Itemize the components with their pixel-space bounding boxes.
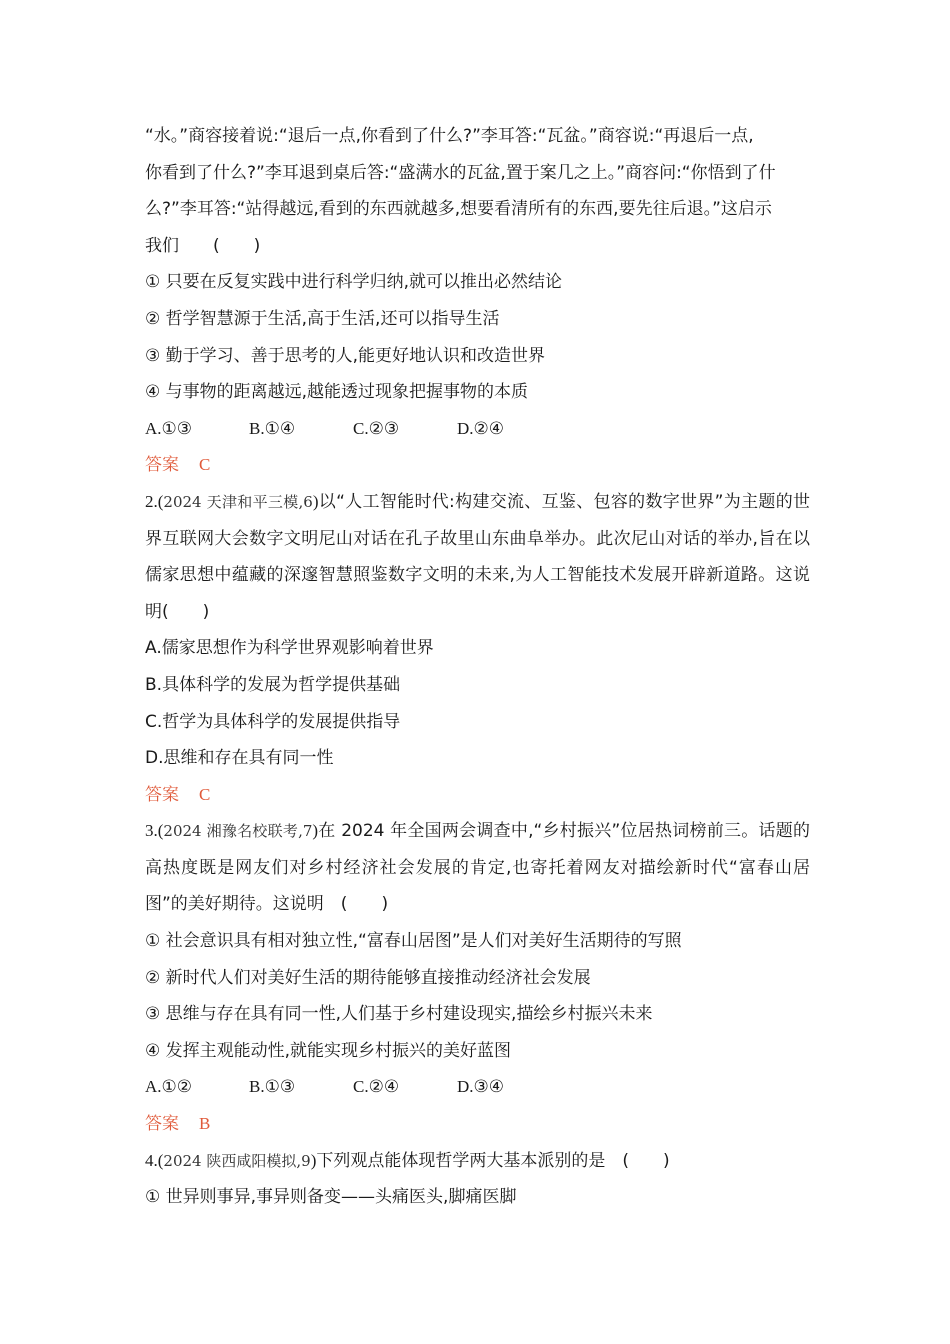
q2-number: 2.( xyxy=(145,491,164,511)
q4-source: 2024 陕西咸阳模拟,9 xyxy=(163,1151,311,1170)
q3-option-a: A.①② xyxy=(145,1077,193,1097)
q1-item: ③ 勤于学习、善于思考的人,能更好地认识和改造世界 xyxy=(145,345,546,366)
q2-answer xyxy=(145,777,810,814)
q1-item: ① 只要在反复实践中进行科学归纳,就可以推出必然结论 xyxy=(145,272,563,293)
q1-stem-line: 我们 ( ) xyxy=(145,235,261,256)
q1-stem-line: “水。”商容接着说:“退后一点,你看到了什么?”李耳答:“瓦盆。”商容说:“再退后一点, xyxy=(145,126,754,146)
answer-label: 答案 xyxy=(145,1114,179,1135)
question-3 xyxy=(145,813,810,1142)
q3-stem xyxy=(145,813,810,923)
q2-source-close: ) xyxy=(312,491,319,511)
q2-stem-text: 以“人工智能时代:构建交流、互鉴、包容的数字世界”为主题的世界互联网大会数字文明尼山对话在孔子故里山东曲阜举办。此次尼山对话的举办,旨在以儒家思想中蕴藏的深邃智慧照鉴数字文明的未来,为人工智能技术发展开辟新道路。这说明( ) xyxy=(145,491,811,622)
answer-value: C xyxy=(199,784,211,804)
q1-stem-line: 你看到了什么?”李耳退到桌后答:“盛满水的瓦盆,置于案几之上。”商容问:“你悟到了什 xyxy=(145,162,776,183)
answer-label: 答案 xyxy=(145,455,179,476)
q2-option-b: B.具体科学的发展为哲学提供基础 xyxy=(145,674,401,695)
answer-value: B xyxy=(199,1114,211,1134)
q1-answer xyxy=(145,447,810,484)
q4-item: ① 世异则事异,事异则备变——头痛医头,脚痛医脚 xyxy=(145,1187,517,1208)
q2-option-d: D.思维和存在具有同一性 xyxy=(145,748,334,769)
q3-item: ③ 思维与存在具有同一性,人们基于乡村建设现实,描绘乡村振兴未来 xyxy=(145,1004,653,1025)
answer-label: 答案 xyxy=(145,784,179,805)
q3-item: ① 社会意识具有相对独立性,“富春山居图”是人们对美好生活期待的写照 xyxy=(145,931,682,952)
q2-stem xyxy=(145,484,810,630)
q2-option-c: C.哲学为具体科学的发展提供指导 xyxy=(145,711,401,732)
q3-number: 3.( xyxy=(145,821,164,841)
q4-source-close: ) xyxy=(310,1150,317,1170)
q1-option-b: B.①④ xyxy=(249,418,296,438)
question-2 xyxy=(145,484,810,813)
q3-item: ② 新时代人们对美好生活的期待能够直接推动经济社会发展 xyxy=(145,967,591,988)
page-content xyxy=(145,118,810,1216)
answer-value: C xyxy=(199,455,211,475)
q3-source: 2024 湘豫名校联考,7 xyxy=(163,822,313,841)
q4-number: 4.( xyxy=(145,1150,164,1170)
q3-item: ④ 发挥主观能动性,就能实现乡村振兴的美好蓝图 xyxy=(145,1040,512,1061)
q2-option-a: A.儒家思想作为科学世界观影响着世界 xyxy=(145,638,434,659)
question-4 xyxy=(145,1143,810,1216)
q4-stem-text: 下列观点能体现哲学两大基本派别的是 ( ) xyxy=(316,1150,670,1171)
q3-answer xyxy=(145,1106,810,1143)
q1-options xyxy=(145,411,810,448)
q3-option-c: C.②④ xyxy=(353,1077,400,1097)
q1-option-d: D.②④ xyxy=(457,418,505,438)
q1-option-a: A.①③ xyxy=(145,418,193,438)
q1-item: ② 哲学智慧源于生活,高于生活,还可以指导生活 xyxy=(145,308,500,329)
q1-item: ④ 与事物的距离越远,越能透过现象把握事物的本质 xyxy=(145,382,529,403)
question-1 xyxy=(145,118,810,484)
q1-option-c: C.②③ xyxy=(353,418,400,438)
q3-stem-text: 在 2024 年全国两会调查中,“乡村振兴”位居热词榜前三。话题的高热度既是网友们对乡村经济社会发展的肯定,也寄托着网友对描绘新时代“富春山居图”的美好期待。这说明 ( ) xyxy=(145,821,810,915)
q3-option-d: D.③④ xyxy=(457,1077,505,1097)
q3-option-b: B.①③ xyxy=(249,1077,296,1097)
q3-source-close: ) xyxy=(312,821,319,841)
q4-stem xyxy=(145,1143,810,1180)
q3-options xyxy=(145,1069,810,1106)
q1-stem-line: 么?”李耳答:“站得越远,看到的东西就越多,想要看清所有的东西,要先往后退。”这启示 xyxy=(145,199,772,220)
q2-source: 2024 天津和平三模,6 xyxy=(163,492,313,511)
